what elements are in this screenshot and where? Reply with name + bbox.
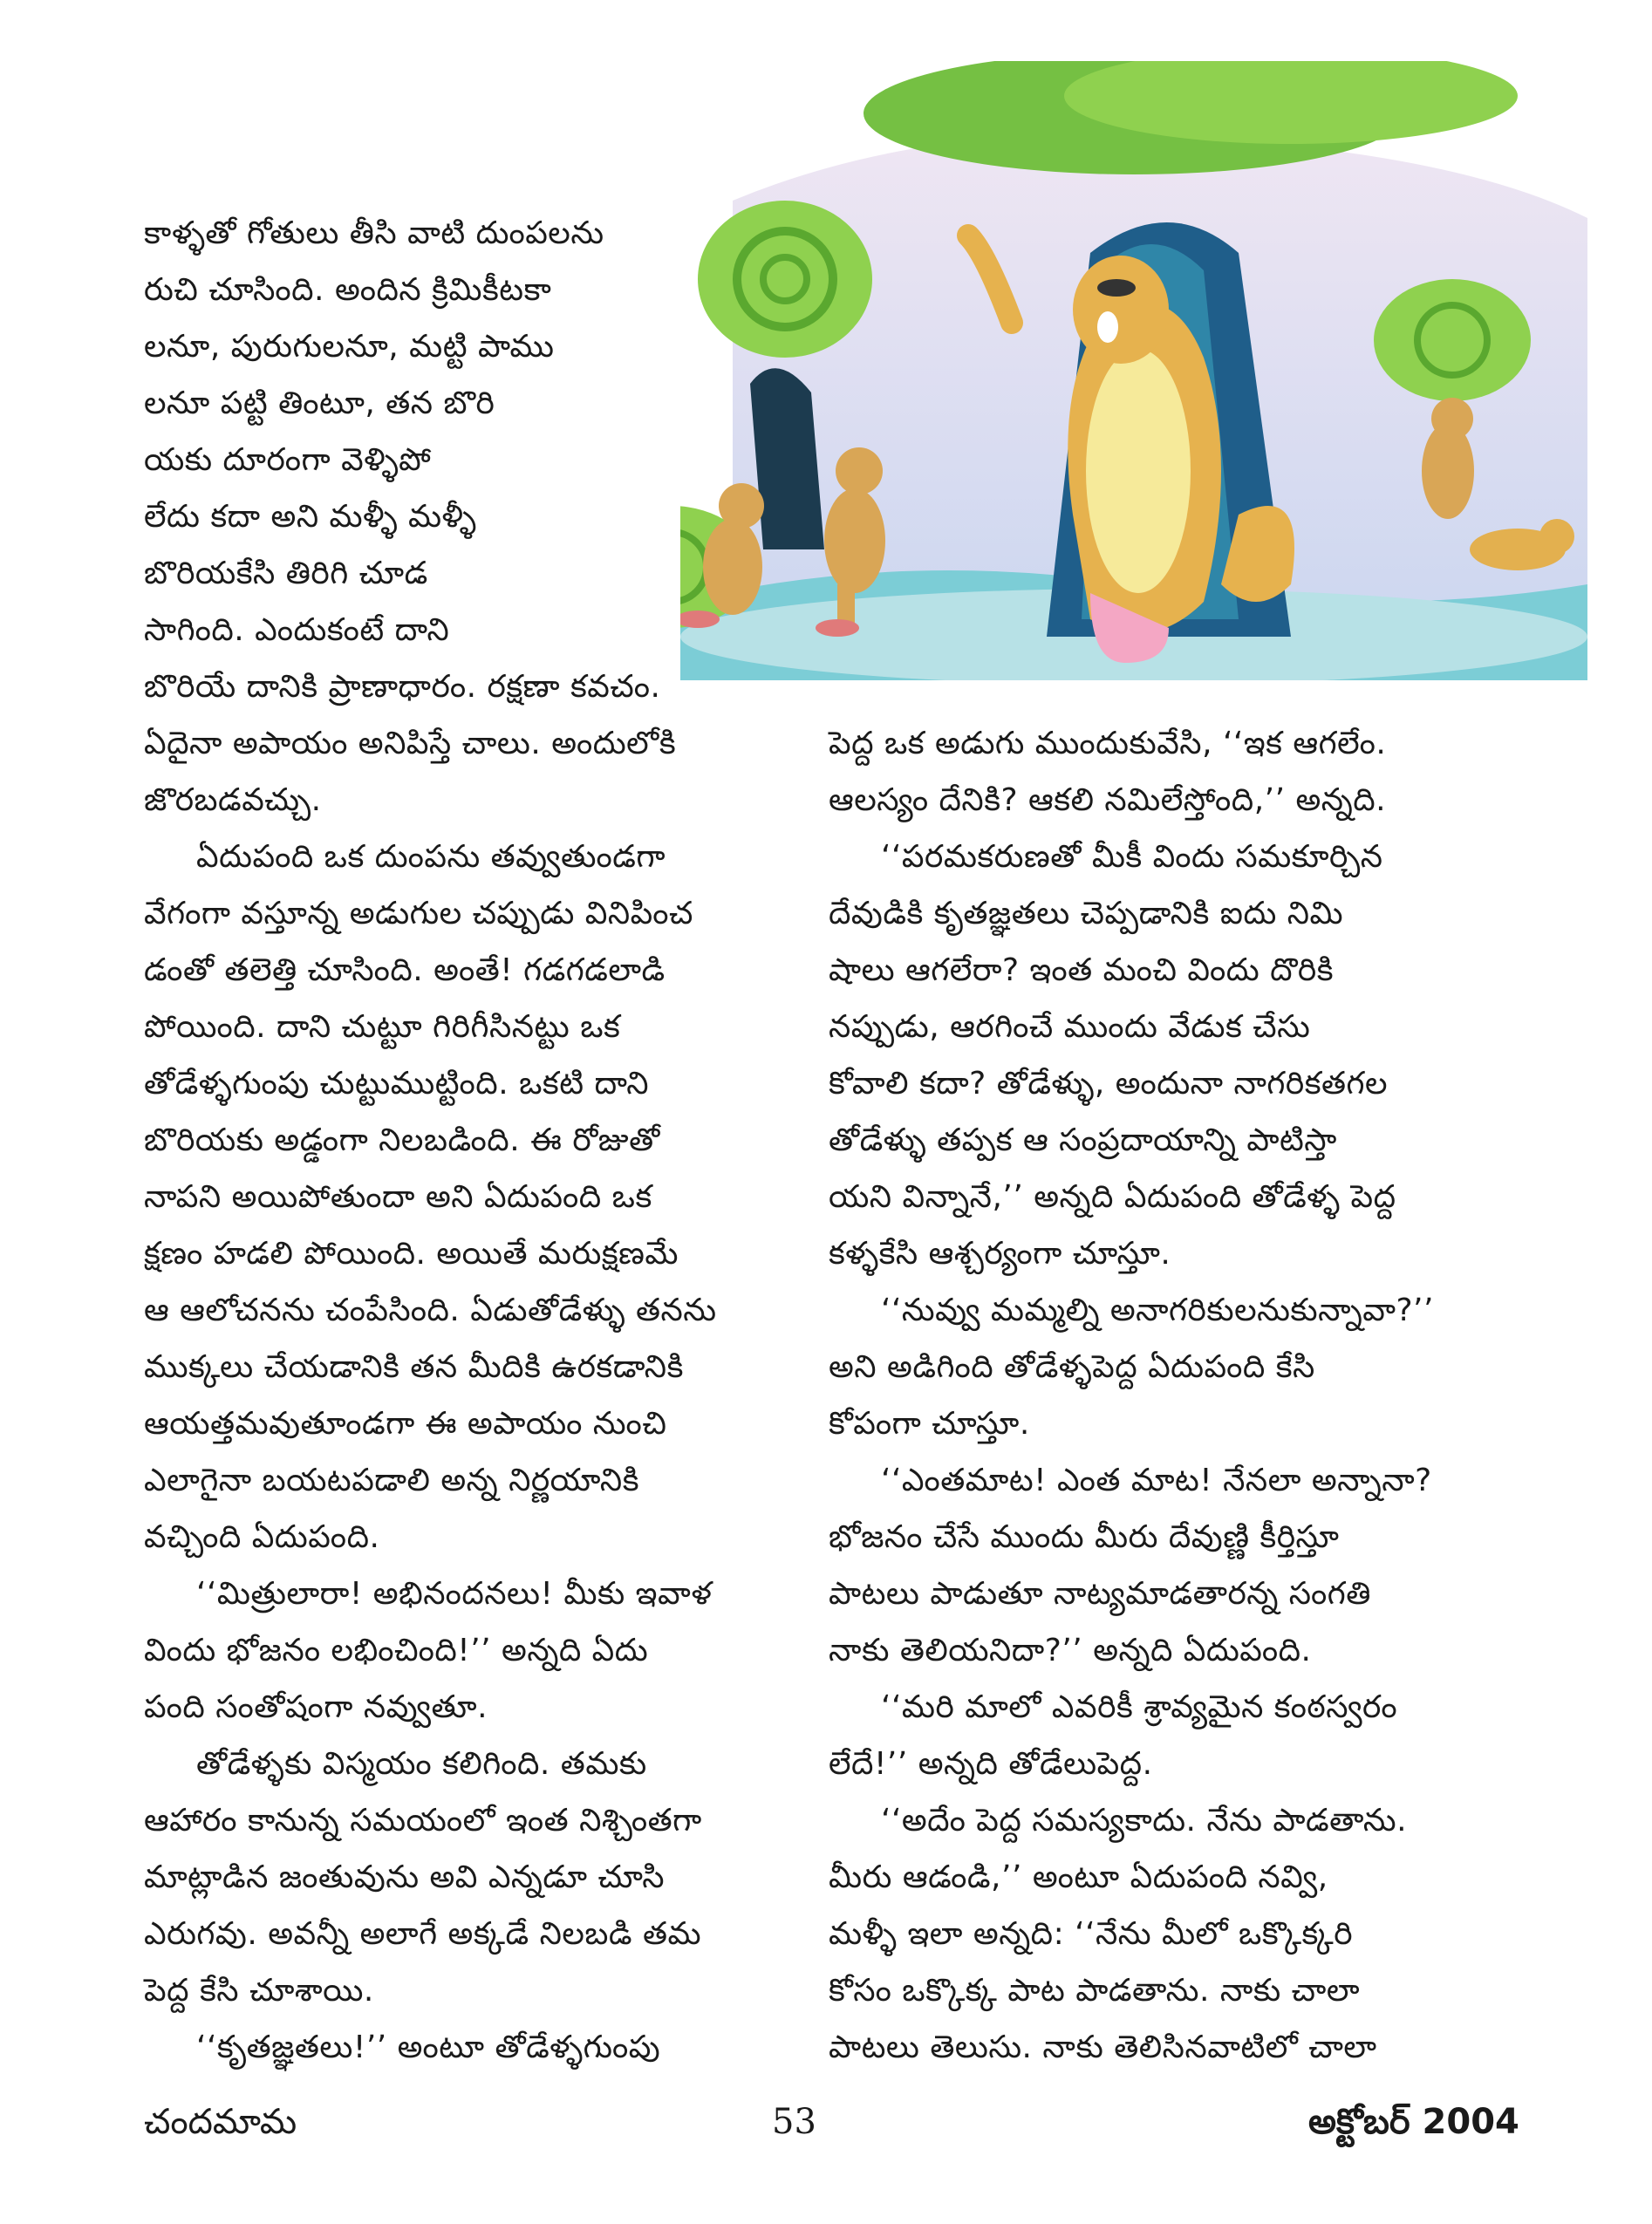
text-line: సాగింది. ఎందుకంటే దాని bbox=[144, 612, 450, 648]
text-line: ‘‘కృతజ్ఞతలు!’’ అంటూ తోడేళ్ళగుంపు bbox=[196, 2030, 661, 2065]
forest-scene-image bbox=[680, 61, 1587, 680]
right-column bbox=[829, 715, 1434, 2076]
text-line: కోవాలి కదా? తోడేళ్ళు, అందునా నాగరికతగల bbox=[829, 1066, 1389, 1102]
text-line: భోజనం చేసే ముందు మీరు దేవుణ్ణి కీర్తిస్తూ bbox=[829, 1519, 1340, 1555]
text-line: తోడేళ్ళకు విస్మయం కలిగింది. తమకు bbox=[196, 1746, 647, 1782]
text-line: తోడేళ్ళు తప్పక ఆ సంప్రదాయాన్ని పాటిస్తా bbox=[829, 1122, 1337, 1158]
text-line: ‘‘మరి మాలో ఎవరికీ శ్రావ్యమైన కంఠస్వరం bbox=[881, 1689, 1398, 1725]
text-line: ఆలస్యం దేనికి? ఆకలి నమిలేస్తోంది,’’ అన్నది. bbox=[829, 782, 1387, 818]
text-line: జొరబడవచ్చు. bbox=[144, 782, 322, 818]
left-column bbox=[144, 715, 717, 2076]
text-line: లేదే!’’ అన్నది తోడేలుపెద్ద. bbox=[829, 1746, 1153, 1782]
text-line: పాటలు తెలుసు. నాకు తెలిసినవాటిలో చాలా bbox=[829, 2030, 1377, 2065]
text-line: ఏదైనా అపాయం అనిపిస్తే చాలు. అందులోకి bbox=[144, 726, 677, 761]
text-line: ‘‘ఎంతమాట! ఎంత మాట! నేనలా అన్నానా? bbox=[881, 1463, 1432, 1498]
text-line: లనూ, పురుగులనూ, మట్టి పాము bbox=[144, 329, 555, 365]
text-line: వచ్చింది ఏదుపంది. bbox=[144, 1519, 380, 1555]
text-line: డంతో తలెత్తి చూసింది. అంతే! గడగడలాడి bbox=[144, 952, 666, 988]
text-line: ఆయత్తమవుతూండగా ఈ అపాయం నుంచి bbox=[144, 1406, 667, 1442]
text-line: వేగంగా వస్తూన్న అడుగుల చప్పుడు వినిపించ bbox=[144, 896, 693, 931]
issue-date: అక్టోబర్ 2004 bbox=[1308, 2102, 1519, 2142]
text-line: యని విన్నానే,’’ అన్నది ఏదుపంది తోడేళ్ళ పెద్ద bbox=[829, 1179, 1396, 1215]
text-line: ఆ ఆలోచనను చంపేసింది. ఏడుతోడేళ్ళు తనను bbox=[144, 1293, 717, 1328]
text-line: పెద్ద కేసి చూశాయి. bbox=[144, 1973, 374, 2009]
text-line: ‘‘నువ్వు మమ్మల్ని అనాగరికులనుకున్నావా?’’ bbox=[881, 1293, 1434, 1328]
text-line: కళ్ళకేసి ఆశ్చర్యంగా చూస్తూ. bbox=[829, 1236, 1171, 1272]
page-footer bbox=[0, 2102, 1652, 2154]
text-line: రుచి చూసింది. అందిన క్రిమికీటకా bbox=[144, 272, 552, 308]
text-line: మళ్ళీ ఇలా అన్నది: ‘‘నేను మీలో ఒక్కొక్కరి bbox=[829, 1916, 1354, 1952]
text-line: మీరు ఆడండి,’’ అంటూ ఏదుపంది నవ్వి, bbox=[829, 1859, 1328, 1895]
text-line: విందు భోజనం లభించింది!’’ అన్నది ఏదు bbox=[144, 1633, 649, 1668]
text-line: పోయింది. దాని చుట్టూ గిరిగీసినట్టు ఒక bbox=[144, 1009, 621, 1045]
text-line: దేవుడికి కృతజ్ఞతలు చెప్పడానికి ఐదు నిమి bbox=[829, 896, 1344, 931]
magazine-name: చందమామ bbox=[144, 2102, 297, 2142]
text-line: ఆహారం కానున్న సమయంలో ఇంత నిశ్చింతగా bbox=[144, 1803, 702, 1839]
text-line: ముక్కలు చేయడానికి తన మీదికి ఉరకడానికి bbox=[144, 1349, 684, 1385]
text-line: ఎరుగవు. అవన్నీ అలాగే అక్కడే నిలబడి తమ bbox=[144, 1916, 702, 1952]
text-line: పంది సంతోషంగా నవ్వుతూ. bbox=[144, 1689, 488, 1725]
text-line: క్షణం హడలి పోయింది. అయితే మరుక్షణమే bbox=[144, 1236, 679, 1272]
text-line: ‘‘పరమకరుణతో మీకీ విందు సమకూర్చిన bbox=[881, 839, 1383, 875]
text-line: లేదు కదా అని మళ్ళీ మళ్ళీ bbox=[144, 499, 477, 535]
text-line: యకు దూరంగా వెళ్ళిపో bbox=[144, 442, 432, 478]
story-illustration bbox=[680, 61, 1587, 680]
page-number: 53 bbox=[772, 2102, 816, 2142]
text-line: బొరియే దానికి ప్రాణాధారం. రక్షణా కవచం. bbox=[144, 669, 661, 705]
text-line: కాళ్ళతో గోతులు తీసి వాటి దుంపలను bbox=[144, 215, 604, 251]
text-line: ఎలాగైనా బయటపడాలి అన్న నిర్ణయానికి bbox=[144, 1463, 639, 1498]
text-line: నప్పుడు, ఆరగించే ముందు వేడుక చేసు bbox=[829, 1009, 1311, 1045]
text-line: ‘‘అదేం పెద్ద సమస్యకాదు. నేను పాడతాను. bbox=[881, 1803, 1408, 1839]
text-line: పెద్ద ఒక అడుగు ముందుకువేసి, ‘‘ఇక ఆగలేం. bbox=[829, 726, 1387, 761]
text-line: మాట్లాడిన జంతువును అవి ఎన్నడూ చూసి bbox=[144, 1859, 666, 1895]
text-line: అని అడిగింది తోడేళ్ళపెద్ద ఏదుపంది కేసి bbox=[829, 1349, 1315, 1385]
text-line: కోపంగా చూస్తూ. bbox=[829, 1406, 1030, 1442]
left-wrapped-paragraph bbox=[144, 205, 660, 715]
text-line: పాటలు పాడుతూ నాట్యమాడతారన్న సంగతి bbox=[829, 1576, 1371, 1612]
text-line: బొరియకు అడ్డంగా నిలబడింది. ఈ రోజుతో bbox=[144, 1122, 660, 1158]
text-line: నాకు తెలియనిదా?’’ అన్నది ఏదుపంది. bbox=[829, 1633, 1312, 1668]
text-line: కోసం ఒక్కొక్క పాట పాడతాను. నాకు చాలా bbox=[829, 1973, 1361, 2009]
text-line: లనూ పట్టి తింటూ, తన బొరి bbox=[144, 385, 495, 421]
text-line: ఏదుపంది ఒక దుంపను తవ్వుతుండగా bbox=[196, 839, 666, 875]
text-line: తోడేళ్ళగుంపు చుట్టుముట్టింది. ఒకటి దాని bbox=[144, 1066, 650, 1102]
text-line: బొరియకేసి తిరిగి చూడ bbox=[144, 556, 428, 591]
text-line: షాలు ఆగలేరా? ఇంత మంచి విందు దొరికి bbox=[829, 952, 1335, 988]
text-line: నాపని అయిపోతుందా అని ఏదుపంది ఒక bbox=[144, 1179, 652, 1215]
text-line: ‘‘మిత్రులారా! అభినందనలు! మీకు ఇవాళ bbox=[196, 1576, 713, 1612]
